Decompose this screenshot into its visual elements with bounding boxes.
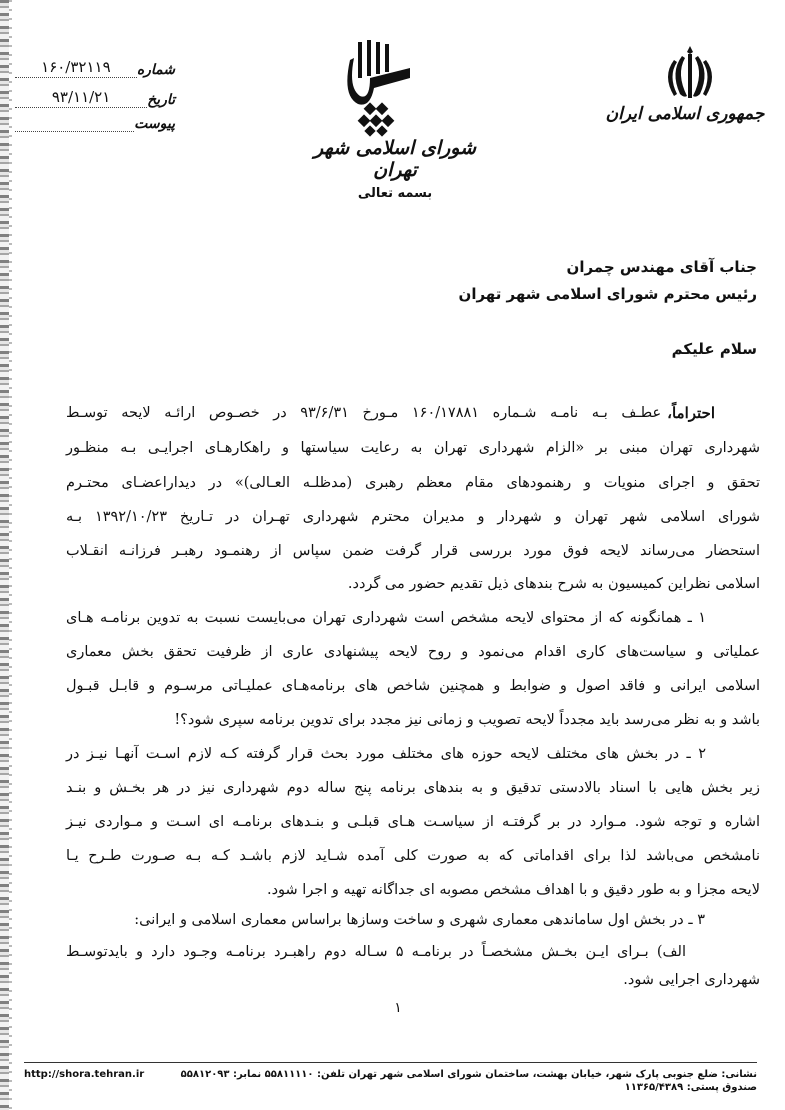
letter-number-value: ۱۶۰/۳۲۱۱۹ [15,58,137,78]
republic-name: جمهوری اسلامی ایران [605,104,765,124]
footer [24,1068,757,1094]
letter-date-row [15,88,175,108]
letter-date-label: تاریخ [147,92,175,108]
tehran-council-logo [340,38,420,138]
intro-line: عطـف بـه نامـه شـماره ۱۶۰/۱۷۸۸۱ مـورخ ۹۳/۶/۳۱ در خصـوص ارائـه لایحه توسـط [66,405,662,421]
item-2-line: زیر بخش هایی با اسناد بالادستی تدقیق و به بندهای برنامه پنج ساله دوم شهرداری نیز در هر بخـش و بنـد [66,780,760,796]
intro-first-line [66,401,715,425]
scan-edge [0,0,9,1110]
letter-number-label: شماره [136,62,175,78]
iran-emblem [660,42,720,102]
page-number: ۱ [394,1000,402,1016]
item-alef-line: شهرداری اجرایی شود. [623,972,760,988]
item-2-line: ۲ ـ در بخش های مختلف لایحه حوزه های مختلف مورد بحث قرار گرفته کـه لازم اسـت آنهـا نیـز در [66,746,706,762]
item-2-line: اشاره و توجه شود. مـوارد در بر گرفتـه از سیاسـت هـای قبلـی و بنـدهای برنامـه ای اسـت و مـواردی نیـز [66,814,760,830]
footer-url[interactable]: http://shora.tehran.ir [24,1069,145,1080]
basmala: بسمه تعالی [357,186,433,201]
attachment-row [15,116,175,132]
addressee-name: جناب آقای مهندس چمران [566,258,757,276]
footer-address: نشانی: ضلع جنوبی پارک شهر، خیابان بهشت، ساختمان شورای اسلامی شهر تهران تلفن: ۵۵۸۱۱۱۱۰ نمابر: ۵۵۸۱۲۰۹۳ صندوق پستی: ۱۱۳۶۵/۴۳۸۹ [180,1069,757,1093]
intro-line: استحضار می‌رساند لایحه فوق مورد بررسی قرار گرفت ضمن سپاس از رهنمـود رهبـر فرزانـه انقـلاب [66,543,760,559]
intro-line: شهرداری تهران مبنی بر «الزام شهرداری تهران به رعایت سیاستها و راهکارهـای اجرایـی بـه منظـور [66,440,760,456]
item-2-line: لایحه مجزا و به طور دقیق و با اهداف مشخص مصوبه ای جداگانه تهیه و اجرا شود. [266,882,760,898]
letter-number-row [15,58,175,78]
item-3-line: ۳ ـ در بخش اول ساماندهی معماری شهری و ساخت وسازها براساس معماری اسلامی و ایرانی: [134,912,705,928]
item-2-line: نامشخص می‌باشد لذا برای اقداماتی که به صورت کلی آمده شـاید لازم باشـد کـه بـه صـورت طـرح یـا [66,848,760,864]
item-1-line: باشد و به نظر می‌رسد باید مجدداً لایحه تصویب و زمانی نیز مجدد برای تدوین برنامه سپری شود؟! [174,712,760,728]
item-1-line: عملیاتی و سیاست‌های کاری اقدام می‌نمود و روح لایحه پیشنهادی عاری از ظرفیت تحقق بخش معماری [66,644,760,660]
addressee-title: رئیس محترم شورای اسلامی شهر تهران [458,285,757,303]
item-1-line: ۱ ـ همانگونه که از محتوای لایحه مشخص است شهرداری تهران می‌بایست نسبت به تدوین برنامـه هـای [66,610,706,626]
greeting: سلام علیکم [671,340,757,358]
footer-divider [24,1062,757,1063]
intro-line: شورای اسلامی شهر تهران و شهردار و مدیران محترم شهرداری تهـران در تـاریخ ۱۳۹۲/۱۰/۲۳ بـه [66,509,761,525]
intro-line: اسلامی نظراین کمیسیون به شرح بندهای ذیل تقدیم حضور می گردد. [347,576,760,592]
attachment-label: پیوست [134,116,175,132]
item-alef-line: الف) بـرای ایـن بخـش مشخصـاً در برنامـه ۵ سـاله دوم راهبـرد برنامـه وجـود دارد و بایدتوسـط [66,944,686,960]
item-1-line: اسلامی ایرانی و فاقد اصول و ضوابط و همچنین شاخص های برنامه‌هـای عملیـاتی مرسـوم و قابـل قبـول [66,678,760,694]
intro-lead: احتراماً، [667,404,715,422]
intro-line: تحقق و اجرای منویات و رهنمودهای مقام معظم رهبری (مدظلـه العـالی)» در دیداراعضـای محتـرم [66,475,760,491]
scan-edge-shadow [9,0,12,1110]
attachment-value [15,130,134,132]
council-name: شورای اسلامی شهر تهران [313,137,476,181]
letter-date-value: ۹۳/۱۱/۲۱ [15,88,147,108]
